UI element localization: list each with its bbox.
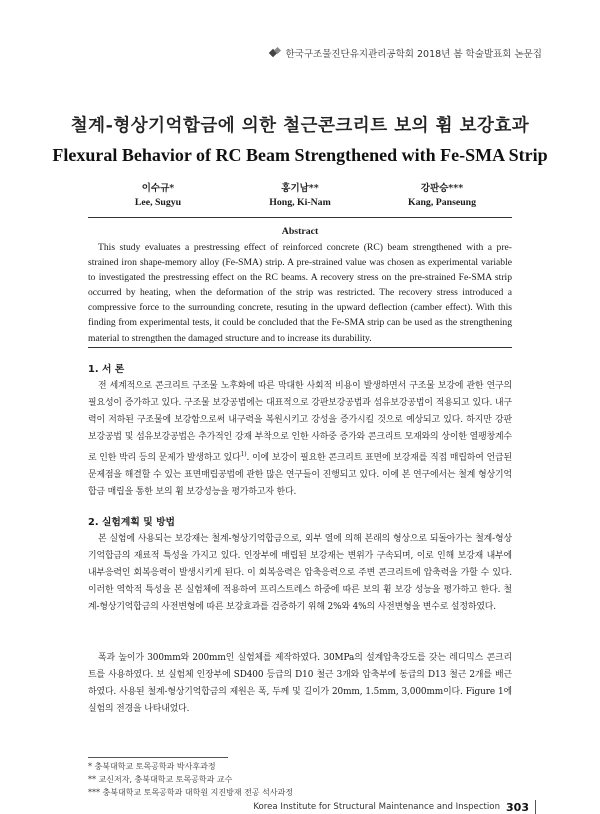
running-header-text: 한국구조물진단유지관리공학회 2018년 봄 학술발표회 논문집 <box>285 49 542 60</box>
author-1-name-ko: 이수규* <box>141 183 175 194</box>
section-2-paragraph-1: 본 실험에 사용되는 보강재는 철계-형상기억합금으로, 외부 열에 의해 본래의 형상으로 되돌아가는 철계-형상기억합금의 재료적 특성을 가지고 있다. 인장부에 매립된 보강재는 변위가 구속되며, 이로 인해 보강재 내부에 내부응력인 회복응력이 발생시키게 된다. 이 회복응력은 압축응력으로 주변 콘크리트에 압축력을 가할 수 있다. 이러한 역학적 특성을 본 실험체에 적용하여 프리스트레스 하중에 따른 보의 휨 보강 성능을 평가하고 한다. 철계-형상기억합금의 사전변형에 따른 보강효과를 검증하기 위해 2%와 4%의 사전변형을 변수로 설정하였다. <box>88 534 512 612</box>
footnote-rule <box>88 757 228 758</box>
footnote-2: ** 교신저자, 충북대학교 토목공학과 교수 <box>88 775 233 784</box>
abstract-bottom-rule <box>88 347 512 348</box>
footer-divider <box>535 800 536 814</box>
section-1-paragraph <box>88 378 512 501</box>
section-1-text: 전 세계적으로 콘크리트 구조물 노후화에 따른 막대한 사회적 비용이 발생하면서 구조물 보강에 관한 연구의 필요성이 증가하고 있다. 구조물 보강공법에는 대표적으로 강판보강공법과 섬유보강공법이 적용되고 있다. 내구력이 저하된 구조물에 보강함으로써 내구력을 복원시키고 강성을 증가시킬 것으로 예상되고 있다. 하지만 강판보강공법 및 섬유보강공법은 추가적인 강재 부착으로 인한 사하중 증가와 콘크리트 모재와의 상이한 열팽창계수로 인한 박리 등의 문제가 발생하고 있다 <box>88 381 512 463</box>
abstract-top-rule <box>88 217 512 218</box>
footnote-3: *** 충북대학교 토목공학과 대학원 지진방재 전공 석사과정 <box>88 788 293 797</box>
footer-society-name: Korea Institute for Structural Maintenance and Inspection <box>253 802 501 812</box>
section-1-heading: 1. 서 론 <box>88 364 125 375</box>
author-2-name-ko: 홍기남** <box>281 183 319 194</box>
author-1-name-en: Lee, Sugyu <box>134 197 182 208</box>
section-1-text-cont: . 이에 보강이 필요한 콘크리트 표면에 보강재를 직접 매립하여 언급된 문제점을 해결할 수 있는 표면매립공법에 관한 많은 연구들이 진행되고 있다. 이에 본 연구에서는 철계 형상기억합금 매립을 통한 보의 휨 보강성능을 평가하고자 한다. <box>88 452 512 497</box>
abstract-body: This study evaluates a prestressing effect of reinforced concrete (RC) beam strengthened with a pre-strained iron shape-memory alloy (Fe-SMA) strip. A pre-strained value was chosen as experimental variable to investigated the prestressing effect on the RC beams. A recovery stress on the pre-strained Fe-SMA strip occurred by heating, when the deformation of the strip was restricted. The recovery stress introduced a compressive force to the surrounding concrete, resuting in the upward deflection (camber effect). With this finding from experimental tests, it could be concluded that the Fe-SMA strip can be used as the strengthening material to strengthen the damaged structure and to increase its durability. <box>88 242 512 344</box>
author-3-name-en: Kang, Panseung <box>407 197 477 208</box>
author-3 <box>372 180 512 208</box>
society-logo-icon <box>269 47 281 59</box>
author-3-name-ko: 강판승*** <box>420 183 464 194</box>
section-2-heading: 2. 실험계획 및 방법 <box>88 517 176 528</box>
running-header <box>269 46 542 60</box>
page-footer-visible <box>253 800 536 814</box>
title-english: Flexural Behavior of RC Beam Strengthened with Fe-SMA Strip <box>52 145 548 165</box>
author-1 <box>88 180 228 208</box>
page-number: 303 <box>506 800 529 814</box>
title-korean: 철계-형상기억합금에 의한 철근콘크리트 보의 휨 보강효과 <box>70 116 530 136</box>
abstract-heading: Abstract <box>281 226 319 237</box>
author-2-name-en: Hong, Ki-Nam <box>269 197 331 208</box>
section-2-paragraph-2: 폭과 높이가 300mm와 200mm인 실험체를 제작하였다. 30MPa의 설계압축강도를 갖는 레디믹스 콘크리트를 사용하였다. 보 실험체 인장부에 SD400 등급의 D10 철근 3개와 압축부에 동급의 D13 철근 2개를 배근하였다. 사용된 철계-형상기억합금의 제원은 폭, 두께 및 길이가 20mm, 1.5mm, 3,000mm이다. Figure 1에 실험의 전경을 나타내었다. <box>88 653 512 714</box>
author-2 <box>230 180 370 208</box>
citation-marker: 1) <box>240 451 247 458</box>
author-list <box>88 180 512 208</box>
footnote-1: * 충북대학교 토목공학과 박사후과정 <box>88 762 216 771</box>
